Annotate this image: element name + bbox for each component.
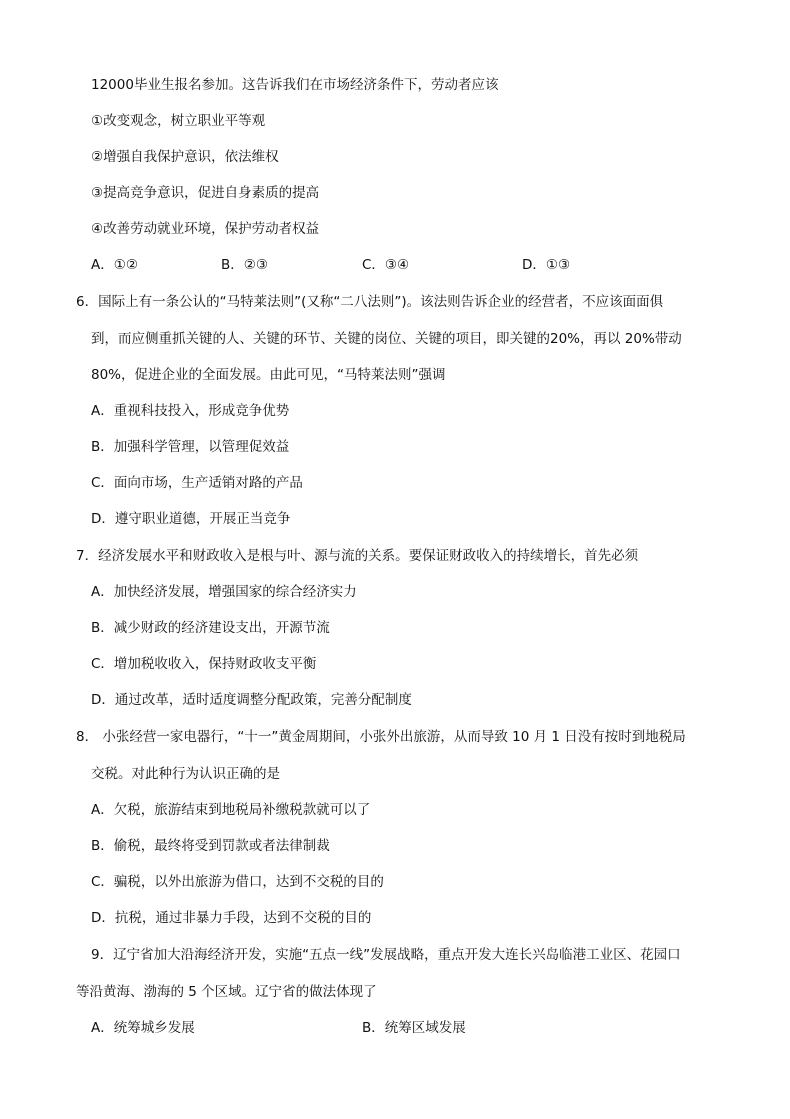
q5-option-d: D．①③: [522, 257, 571, 273]
q5-option-c: C．③④: [362, 257, 410, 273]
q5-item-3: ③提高竞争意识，促进自身素质的提高: [91, 185, 320, 201]
question-7-line-1: 7．经济发展水平和财政收入是根与叶、源与流的关系。要保证财政收入的持续增长，首先必须: [76, 548, 639, 564]
q5-option-a: A．①②: [91, 257, 138, 273]
q7-option-d: D．通过改革，适时适度调整分配政策，完善分配制度: [91, 692, 412, 708]
q6-option-a: A．重视科技投入，形成竞争优势: [91, 403, 290, 419]
q6-option-d: D．遵守职业道德，开展正当竞争: [91, 511, 291, 527]
question-6-line-3: 80%，促进企业的全面发展。由此可见，“马特莱法则”强调: [91, 367, 446, 383]
question-8-line-1: 8． 小张经营一家电器行，“十一”黄金周期间，小张外出旅游，从而导致 10 月 1 日没有按时到地税局: [76, 729, 686, 745]
question-6-line-1: 6．国际上有一条公认的“马特莱法则”(又称“二八法则”)。该法则告诉企业的经营者，不应该面面俱: [76, 294, 664, 310]
q8-option-b: B．偷税，最终将受到罚款或者法律制裁: [91, 838, 330, 854]
q6-option-b: B．加强科学管理，以管理促效益: [91, 439, 290, 455]
q8-option-c: C．骗税，以外出旅游为借口，达到不交税的目的: [91, 874, 384, 890]
q5-option-b: B．②③: [221, 257, 268, 273]
question-5-continuation: 12000毕业生报名参加。这告诉我们在市场经济条件下，劳动者应该: [91, 77, 499, 93]
question-9-line-2: 等沿黄海、渤海的 5 个区域。辽宁省的做法体现了: [76, 984, 377, 1000]
question-6-line-2: 到，而应侧重抓关键的人、关键的环节、关键的岗位、关键的项目，即关键的20%，再以 20%带动: [91, 331, 682, 347]
q6-option-c: C．面向市场，生产适销对路的产品: [91, 475, 303, 491]
q8-option-a: A．欠税，旅游结束到地税局补缴税款就可以了: [91, 802, 371, 818]
q9-option-a: A．统筹城乡发展: [91, 1020, 195, 1036]
q9-option-b: B．统筹区域发展: [362, 1020, 466, 1036]
q7-option-a: A．加快经济发展，增强国家的综合经济实力: [91, 584, 357, 600]
q5-item-2: ②增强自我保护意识，依法维权: [91, 149, 279, 165]
question-9-line-1: 9．辽宁省加大沿海经济开发，实施“五点一线”发展战略，重点开发大连长兴岛临港工业区、花园口: [91, 947, 681, 963]
q5-item-4: ④改善劳动就业环境，保护劳动者权益: [91, 221, 320, 237]
q7-option-b: B．减少财政的经济建设支出，开源节流: [91, 620, 330, 636]
q5-item-1: ①改变观念，树立职业平等观: [91, 113, 266, 129]
q7-option-c: C．增加税收收入，保持财政收支平衡: [91, 656, 317, 672]
question-8-line-2: 交税。对此种行为认识正确的是: [91, 766, 280, 782]
q8-option-d: D．抗税，通过非暴力手段，达到不交税的目的: [91, 910, 372, 926]
